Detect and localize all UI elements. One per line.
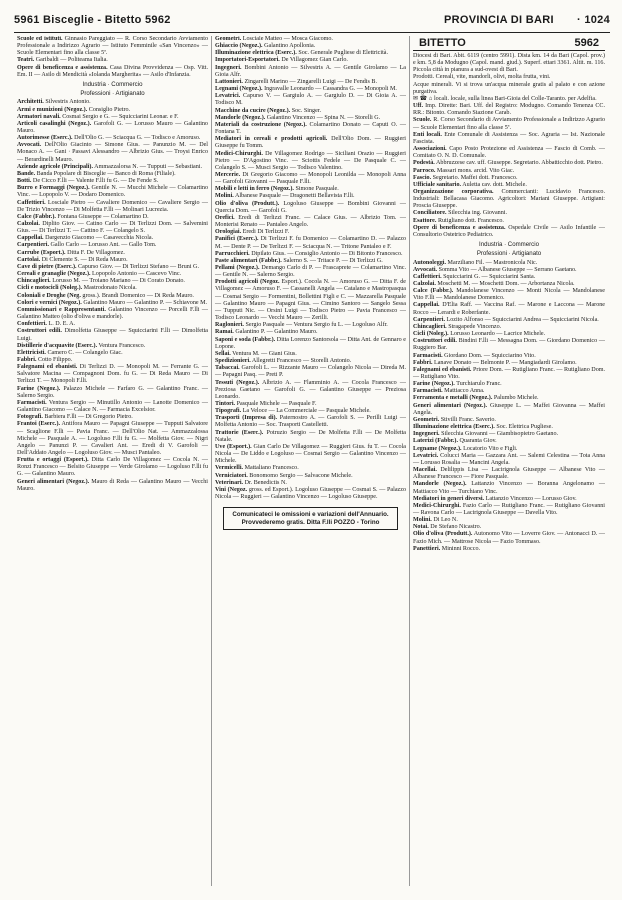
directory-entry: Farmacisti. Mattiacco Anna. [413, 388, 485, 395]
entry-category: Ramai. [215, 329, 234, 336]
directory-entry: Aziende agricole (Principali). Ammazzalorsa N. — Tupputi — Sebastiani. [17, 163, 203, 170]
entry-category: Geometri. [413, 416, 440, 423]
directory-entry: Trattorie (Eserc.). Potruzio Sergio — De Molfetta F.lli — De Molfetta Natale. [215, 429, 407, 443]
entry-category: Elettricisti. [17, 349, 46, 356]
town-code: 5962 [574, 37, 599, 49]
entry-category: Medici-Chirurghi. [413, 502, 461, 509]
entry-category: Fotografi. [17, 414, 43, 421]
entry-category: Mediatori in generi diversi. [413, 495, 485, 502]
directory-entry: Colori e vernici (Negoz.). Galantino Mauro — Galantino P. — Schiavone M. [17, 299, 208, 306]
directory-entry: Scuole ed istituti. Ginnasio Pareggiato — R. Corso Secondario Avviamento Professionale a Indirizzo Agrario — Istituto Femminile «San Vincenzo» — Scuole Elementari fino alla classe 5ª. [17, 36, 208, 57]
directory-entry: Calce (Fabbr.). Mandolanese Vincenzo — Monti Nicola — Mandolanese Vito F.lli — Mandolanese Domenico. [413, 288, 605, 302]
directory-entry: Elettricisti. Camero C. — Colangelo Giac. [17, 349, 123, 356]
entry-category: Importatori-Esportatori. [215, 57, 280, 64]
directory-entry: Saponi e soda (Fabbr.). Ditta Lorenzo Santorsola — Ditta Ant. de Gennaro e Lopone. [215, 336, 406, 350]
entry-category: Frantoi (Eserc.). [17, 421, 61, 428]
entry-category: Levatrici. [413, 452, 439, 459]
entry-category: Teatri. [17, 57, 35, 64]
town-intro: Diocesi di Bari. Abit. 6119 (centro 5991). Dista km. 14 da Bari (Capol. prov.) e km. 5,8 da Modugno (Capol. mand. giud.). Superf. ettari 3361. Altit. m. 116. Piccola città in pianura a sud-ovest di Bari. [413, 53, 605, 74]
entry-category: Ufficiale sanitario. [413, 181, 462, 188]
entry-category: Carpentieri. [413, 316, 445, 323]
directory-entry: Ghiaccio (Negoz.). Galantino Apollonia. [215, 43, 316, 50]
directory-entry: Calce (Fabbr.). Fontana Giuseppe — Colamartino D. [17, 213, 149, 220]
entry-category: Enti locali. [413, 131, 442, 138]
entry-category: Levatrici. [215, 93, 241, 100]
directory-entry: Legname (Negoz.). Locatorio Vito e Figli. [413, 445, 518, 452]
entry-category: Orefici. [215, 214, 235, 221]
entry-category: Mobili e letti in ferro (Negoz.). [215, 186, 294, 193]
directory-entry: Medici-Chirurghi. Fazio Carlo — Rutigliano Franc. — Rutigliano Giovanni — Ravona Carlo — Lacirignola Giuseppe — Davella Vito. [413, 502, 605, 516]
entry-category: Panettieri. [413, 545, 441, 552]
directory-entry: Armi e munizioni (Negoz.). Consiglio Pietro. [17, 106, 131, 113]
directory-entry: Associazioni. Capo Posto Protezione ed Assistenza — Fascio di Comb. — Comitato O. N. D. Comunale. [413, 146, 605, 160]
directory-entry: Ingegneri. Bombini Antonio — Silvestris A. — Gentile Girolamo — La Gioia Alfr. [215, 64, 406, 78]
directory-entry: Esattore. Rutigliano dott. Francesco. [413, 217, 504, 224]
entry-category: Ghiaccio (Negoz.). [215, 43, 263, 50]
entry-category: Distillerie d'acquavite (Eserc.). [17, 342, 98, 349]
directory-entry: Ufficiale sanitario. Auletta cav. dott. Michele. [413, 181, 527, 188]
entry-category: Macchine da cucire (Negoz.). [215, 107, 291, 114]
entry-category: Scuole ed istituti. [17, 36, 63, 42]
entry-category: Mercerie. [215, 171, 241, 178]
entry-category: Paste alimentari (Fabbr.). [215, 257, 282, 264]
directory-entry: Cereali e granaglie (Negoz.). Lopopolo Antonio — Cascevo Vinc. [17, 271, 182, 278]
directory-entry: Podestà. Abbruzzese cav. uff. Giuseppe. Segretario. Abbatticchio dott. Pietro. [413, 160, 603, 167]
page-header [14, 14, 610, 33]
directory-entry: Orefici. Eredi di Terlizzi Franc. — Calace Gius. — Albrizio Tom. — Monterisi Renato — Pantaleo Angelo. [215, 214, 406, 229]
directory-entry: Architetti. Silvestris Antonio. [17, 99, 91, 106]
directory-entry: Frutta e ortaggi (Esport.). Ditta Carlo De Villagomez — Cocola N. — Ronzi Francesco — Belsito Giuseppe — Verde Girolamo — Logoluso F.lli fu G. — Galantino Mauro. [17, 457, 208, 478]
entry-category: Opere di beneficenza e assistenza. [413, 224, 506, 231]
entry-category: Autonoleggi. [413, 259, 447, 266]
directory-entry: Tabaccai. Garofoli L. — Rizzante Mauro — Colangelo Nicola — Direda M. — Papagni Pasq. — Preti P. [215, 365, 406, 379]
entry-category: Tipografi. [215, 408, 242, 415]
transport-text: locali. locale, sulla linea Bari-Gioia del Colle-Taranto. per Adelfia. [433, 95, 597, 102]
entry-category: Commissionari e Rappresentanti. [17, 306, 106, 313]
entry-category: Raglonieri. [215, 322, 244, 329]
entry-category: Armatori navali. [17, 113, 61, 120]
town-name: BITETTO [419, 37, 466, 49]
columns [14, 36, 610, 886]
directory-entry: Olio d'oliva (Produtt.). Logoluso Giuseppe — Bombini Giovanni — Quercia Dom. — Garofoli G. [215, 200, 407, 214]
entry-category: Vini (Negoz. [215, 486, 248, 493]
entry-category: Tessuti (Negoz.). [215, 379, 260, 386]
entry-category: Farine (Negoz.). [17, 385, 61, 392]
entry-category: Fabbri. [413, 359, 433, 366]
directory-entry: Avvocati. Dell'Olio Giacinto — Simone Gius. — Panunzio M. — Del Monaco A. — Gani · Passavi Alessandro — Albrizio Gius. — Troysi Enrico — Berardinelli Mauro. [17, 142, 208, 163]
directory-entry: Farine (Negoz.). Turchiarulo Franc. [413, 381, 502, 388]
directory-entry: Cappellai. Dargenzio Giacomo — Casavecchia Nicola. [17, 235, 154, 242]
directory-entry: Importatori-Esportatori. De Villagomez Gian Carlo. [215, 57, 348, 64]
directory-entry: Conciliatore. Silecchia ing. Giovanni. [413, 210, 507, 217]
directory-entry: Orologiai. Eredi Di Terlizzi F. [215, 229, 290, 236]
entry-category: Sellai. [215, 350, 231, 357]
directory-entry: Pellami (Negoz.). Demango Carlo di P. — Frascaprete — Colamartino Vinc. — Gentile N. — Salerno Sergio. [215, 265, 406, 279]
directory-entry: Trasporti (Impresa di). Paternostro A. — Garofoli S. — Perilli Luigi — Molfetta Antonio — Soc. Trasporti Castelletti. [215, 415, 406, 429]
entry-category: Cappellai. [413, 302, 440, 309]
directory-entry: Prodotti agricoli (Negoz. Esport.). Cocola N. — Amoruso G. — Ditta F. de Villagomez — Amoruso F. — Cassanelli Angela — Catalano e Mastropasqua — Cosmai Sergio — Formentini, Bollettini Figli e C. — Mazzarella Pasquale — Galantino Mauro — Papagni Gius. — Cimino Santoro — Sangelo Sessa — Tupputi Nic. — Orsini Luigi — Todisco Pietro — Pavia Francesco — Todisco Leonardo — Vecchi Mauro — Zerilli. [215, 279, 406, 322]
directory-entry: Vermicelli. Mattaliano Francesco. [215, 465, 299, 472]
directory-entry: Opere di beneficenza e assistenza. Casa Divina Provvidenza — Osp. Vitt. Em. II — Asilo di Mendicità «Iolanda Margherita» — Asilo d'Infanzia. [17, 64, 208, 78]
entry-category: Articoli casalinghi (Negoz.). [17, 120, 92, 127]
entry-category: Mandorle (Negoz.). [215, 114, 266, 121]
directory-entry: Falegnami ed ebanisti. Priore Dom. — Rutigliano Franc. — Rutigliano Dom. — Rutigliano Vito. [413, 366, 606, 381]
entry-category: Farine (Negoz.). [413, 381, 455, 388]
directory-entry: Mandorle (Negoz.). Galantino Vincenzo — Spina N. — Storelli G. [215, 114, 381, 121]
entry-category: Generi alimentari (Negoz.). [413, 402, 487, 409]
section-heading: Industria · Commercio [479, 241, 539, 249]
directory-entry: Materiali da costruzione (Negoz.). Colamartino Donato — Caputi O. — Fontana T. [215, 121, 406, 136]
entry-category: Cicli e motocicli (Noleg.). [17, 285, 83, 292]
entry-category: Confettieri. [17, 321, 47, 328]
directory-entry: Illuminazione elettrica (Eserc.). Soc. Generale Pugliese di Elettricità. [215, 50, 389, 57]
entry-category: Generi alimentari (Negoz.). [17, 478, 90, 485]
directory-entry: Panettieri. Mininni Rocco. [413, 545, 481, 552]
entry-category: Olio d'oliva (Produtt.). [413, 531, 473, 538]
entry-category: Tintori. [215, 400, 236, 407]
directory-entry: Parroco. Massari mons. arcid. Vito Giac. [413, 167, 515, 174]
directory-entry: Lattonieri. Zingarelli Marino — Zingarelli Luigi — De Fendis B. [215, 78, 377, 85]
directory-entry: Mediatori in generi diversi. Lattanzio Vincenzo — Lorusso Giov. [413, 495, 577, 502]
directory-entry: Enti locali. Ente Comunale di Assistenza — Soc. Agraria — Ist. Nazionale Fascista. [413, 131, 606, 145]
entry-category: Vermicelli. [215, 465, 244, 472]
directory-entry: Articoli casalinghi (Negoz.). Garofoli G. — Lorusso Mauro — Galantino Mauro. [17, 120, 208, 134]
directory-entry: Bande. Banda Popolare di Bisceglie — Banco di Roma (Filiale). [17, 170, 176, 177]
directory-entry: Raglonieri. Sergio Pasquale — Ventura Sergio fu L. — Logoluso Alfr. [215, 322, 388, 329]
section-heading: Professioni · Artigianato [476, 250, 542, 258]
entry-category: Parroco. [413, 167, 436, 174]
directory-entry: Carpentieri. Lozito Alfonso — Squicciarini Andrea — Squicciarini Nicola. [413, 316, 599, 323]
entry-category: Verniciatori. [215, 472, 248, 479]
entry-category: Farmacisti. [413, 352, 443, 359]
entry-category: Saponi e soda (Fabbr.). [215, 336, 276, 343]
section-heading: Professioni · Artigianato [80, 90, 145, 98]
entry-category: Legname (Negoz.). [413, 445, 462, 452]
directory-entry: Scuole. R. Corso Secondario di Avviamento Professionale a Indirizzo Agrario — Scuole Elementari fino alla classe 5ª. [413, 117, 605, 131]
entry-category: Colori e vernici (Negoz.). [17, 299, 82, 306]
entry-category: Notai. [413, 524, 429, 531]
entry-category: Geometri. [215, 36, 242, 42]
directory-page [14, 14, 610, 886]
entry-category: Chincaglieri. [413, 323, 447, 330]
header-left: 5961 Bisceglie - Bitetto 5962 [14, 14, 171, 26]
directory-entry: Caffettieri. Squicciarini G. — Squicciarini Santa. [413, 273, 536, 280]
entry-category: Chincaglieri. [17, 278, 51, 285]
directory-entry: Tintori. Pasquale Michele — Pasquale F. [215, 400, 317, 407]
entry-category: Bande. [17, 170, 36, 177]
directory-entry: Generi alimentari (Negoz.). Giuseppe L. — Maffei Giovanna — Maffei Angela. [413, 402, 605, 416]
entry-category: Medici-Chirurghi. [215, 150, 263, 157]
directory-entry: Coloniali e Droghe (Neg. gross.). Brandi Domenico — Di Reda Mauro. [17, 292, 194, 299]
entry-category: Organizzazione corporativa. [413, 189, 494, 196]
entry-category: Costruttori edili. [413, 338, 457, 345]
directory-entry: Olio d'oliva (Produtt.). Autonomo Vito — Loverre Giov. — Antonacci D. — Fazio Mich. — Mattrose Nicola — Fazio Tommaso. [413, 531, 605, 545]
entry-category: Parrucchieri. [215, 250, 250, 257]
entry-category: Panifici (Eserc.). [215, 236, 259, 243]
entry-category: Calce (Fabbr.). [413, 288, 454, 295]
entry-category: Farmacisti. [17, 399, 47, 406]
directory-entry: Notai. De Stefano Nicastro. [413, 524, 482, 531]
directory-entry: Farine (Negoz.). Palazzo Michele — Farfaro G. — Galantino Franc. — Salerno Sergio. [17, 385, 208, 399]
directory-entry: Avvocati. Somma Vito — Albanese Giuseppe — Serrano Gaetano. [413, 266, 577, 273]
directory-entry: Fascio. Segretario. Maffei dott. Francesco. [413, 174, 518, 181]
entry-category: Molini. [413, 517, 432, 524]
column-1 [14, 36, 212, 886]
publisher-notice-box: Comunicateci le omissioni e variazioni dell'Annuario. Provvederemo gratis. Ditta F.lli POZZO - Torino [223, 507, 398, 530]
entry-category: Coloniali e Droghe (Neg. [17, 292, 81, 299]
directory-entry: Ingegneri. Silecchia Giovanni — Giambisopietro Gaetano. [413, 431, 559, 438]
directory-entry: Botti. De Cicco F.lli — Valente F.lli fu G. — De Fende S. [17, 178, 159, 185]
entry-category: Illuminazione elettrica (Eserc.). [413, 424, 495, 431]
directory-entry: Spedizionieri. Allegretti Francesco — Storelli Antonio. [215, 358, 352, 365]
directory-entry: Armatori navali. Cosmai Sergio e G. — Squicciarini Leonar. e F. [17, 113, 179, 120]
directory-entry: Geometri. Stivilli Franc. Saverio. [413, 416, 496, 423]
directory-entry: Levatrici. Colucci Maria — Gazzara Ant. — Salemi Celestina — Tota Anna — Lorusso Rosalia — Mancini Angela. [413, 452, 605, 466]
entry-category: Cartolai. [17, 256, 41, 263]
directory-entry: Carpentieri. Gallo Carlo — Lorusso Ant. — Gallo Tom. [17, 242, 157, 249]
town-mineral-water: Acque minerali. Vi si trova un'acqua minerale gratis al palato e con azione purgativa. [413, 81, 605, 95]
directory-entry: Caffettieri. Losciale Pietro — Cavaliere Domenico — Cavaliere Sergio — De Trizio Vincenzo — Di Molfetta F.lli — Molinari Lucrezia. [17, 199, 208, 213]
entry-category: Podestà. [413, 160, 435, 167]
town-products: Prodotti. Cereali, vite, mandorli, olivi, molta frutta, vini. [413, 74, 551, 81]
column-2 [212, 36, 410, 886]
entry-category: Macellai. [413, 467, 437, 474]
entry-category: Farmacisti. [413, 388, 443, 395]
directory-entry: Generi alimentari (Negoz.). Mauro di Reda — Galantino Mauro — Vecchi Mauro. [17, 478, 208, 492]
directory-entry: Mercerie. Di Gregorio Giacomo — Monopoli Leonilda — Monopoli Anna — Garofoli Giovanni — Pasquale F.lli. [215, 171, 406, 186]
column-3-entries [413, 103, 605, 553]
entry-category: Trasporti (Impresa di). [215, 415, 278, 422]
entry-category: Spedizionieri. [215, 358, 251, 365]
entry-category: Trattorie (Eserc.). [215, 429, 264, 436]
entry-category: Avvocati. [17, 142, 42, 149]
page-number: · 1024 [577, 14, 610, 26]
entry-category: Costruttori edili. [17, 328, 62, 335]
directory-entry: Cappellai. D'Elia Raff. — Vaccina Raf. — Marone e Laccona — Marone Rocco — Lerardi e Roberfante. [413, 302, 605, 316]
entry-category: Illuminazione elettrica (Eserc.). [215, 50, 297, 57]
entry-category: Falegnami ed ebanisti. [413, 366, 472, 373]
directory-entry: Cicli e motocicli (Noleg.). Mastrodonato Nicola. [17, 285, 137, 292]
directory-entry: Chincaglieri. Stragapede Vincenzo. [413, 323, 502, 330]
directory-entry: Mobili e letti in ferro (Negoz.). Simone Pasquale. [215, 186, 339, 193]
directory-entry: Farmacisti. Ventura Sergio — Minutillo Antonio — Lanotte Domenico — Galantino Giacomo — Calace N. — Farmacia Excelsior. [17, 399, 208, 414]
entry-category: Associazioni. [413, 146, 447, 153]
directory-entry: Teatri. Garibaldi — Politeama Italia. [17, 57, 108, 64]
entry-category: Aziende agricole (Principali). [17, 163, 93, 170]
entry-category: Uve (Esport.). [215, 443, 252, 450]
section-heading: Industria · Commercio [82, 80, 143, 88]
entry-category: Pellami (Negoz.). [215, 265, 260, 271]
directory-entry: Mandorle (Negoz.). Lattanzio Vincenzo — Boranna Angelonamo — Mattiacco Vito — Turchiano Vinc. [413, 481, 605, 495]
post-telegraph-icon: ✉ ☎ ⌂ [413, 95, 434, 102]
section-title [413, 36, 605, 51]
entry-category: Tabaccai. [215, 365, 240, 372]
directory-entry: Sellai. Ventura M. — Giani Gius. [215, 350, 297, 357]
entry-category: Mediatori in cereali e prodotti agricoli. [215, 136, 328, 143]
directory-entry: Opere di beneficenza e assistenza. Ospedale Civile — Asilo Infantile — Consultorio Ostetrico Pediatrico. [413, 224, 606, 238]
entry-category: Burro e Formaggi (Negoz.). [17, 185, 90, 192]
directory-entry: Cartolai. Di Clemente S. — Di Reda Mauro. [17, 256, 128, 263]
entry-category: Falegnami ed ebanisti. [17, 364, 78, 371]
entry-category: Materiali da costruzione (Negoz.). [215, 121, 307, 128]
entry-category: Frutta e ortaggi (Esport.). [17, 457, 89, 464]
directory-entry: Paste alimentari (Fabbr.). Salerno S. — Tritace P. — Di Terlizzi G. [215, 257, 383, 264]
directory-entry: Fotografi. Barbiera F.lli — Di Gregorio Pietro. [17, 414, 133, 421]
directory-entry: Tipografi. La Veloce — La Commerciale — Pasquale Michele. [215, 408, 371, 415]
directory-entry: Farmacisti. Giordano Dom. — Squicciarino Vito. [413, 352, 536, 359]
entry-category: Esattore. [413, 217, 437, 224]
entry-category: Cappellai. [17, 235, 44, 242]
directory-entry: Laterizi (Fabbr.). Quaranta Giov. [413, 438, 497, 445]
directory-entry: Autonoleggi. Marziliano Fil. — Mastronicola Nic. [413, 259, 538, 266]
directory-entry: Veterinari. Dr. Benedictis N. [215, 479, 287, 486]
entry-category: Ingegneri. [215, 64, 242, 71]
directory-entry: Macellai. Delilippis Lisa — Lacirignola Giuseppe — Albanese Vito — Albanese Francesco — Fiore Pasquale. [413, 467, 605, 481]
entry-category: Molini. [215, 193, 234, 200]
directory-entry: Molini. Albanese Pasquale — Dragonetti Bellavista F.lli. [215, 193, 355, 200]
directory-entry: Confettieri. L. D. E. A. [17, 321, 76, 328]
entry-category: Carpentieri. [17, 242, 49, 249]
entry-category: Caffettieri. [17, 199, 46, 206]
entry-category: Botti. [17, 178, 32, 185]
entry-category: Calzolai. [17, 221, 40, 227]
entry-category: Olio d'oliva (Produtt.). [215, 200, 280, 207]
entry-category: Calzolai. [413, 280, 436, 287]
directory-entry: Ferramenta e metalli (Negoz.). Palumbo Michele. [413, 395, 539, 402]
entry-category: Armi e munizioni (Negoz.). [17, 106, 88, 113]
entry-category: Caffettieri. [413, 273, 442, 280]
entry-category: Legnami (Negoz.). [215, 86, 263, 93]
entry-category: Laterizi (Fabbr.). [413, 438, 458, 445]
directory-entry: Legnami (Negoz.). Ingravalle Leonardo — Cassandra G. — Monopoli M. [215, 86, 397, 93]
entry-category: Orologiai. [215, 229, 242, 236]
entry-category: Ferramenta e metalli (Negoz.). [413, 395, 493, 402]
entry-category: Architetti. [17, 99, 44, 106]
entry-category: Lattonieri. [215, 78, 243, 85]
directory-entry: Autorimesse (Eserc.). Dell'Olio G. — Sciacqua G. — Todisco e Amoruso. [17, 135, 201, 142]
entry-category: Fabbri. [17, 356, 37, 363]
entry-category: Opere di beneficenza e assistenza. [17, 64, 108, 71]
directory-entry: Uff. Imp. Dirette: Bari. Uff. del Registro: Modugno. Comando Tenenza CC. RR.: Bitonto. Comando Stazione Carab. [413, 103, 605, 117]
directory-entry: Tessuti (Negoz.). Albrizio A. — Flamminio A. — Cocola Francesco — Preziosa Gaetano — Garofoli G. — Galantino Giuseppe — Preziosa Leonardo. [215, 379, 406, 400]
directory-entry: Fabbri. Lanave Donato — Belmonte P. — Mangiadardi Girolamo. [413, 359, 577, 366]
header-right: PROVINCIA DI BARI [444, 14, 554, 26]
directory-entry: Costruttori edili. Dimolfetta Giuseppe — Squicciarini F.lli — Dimolfetta Luigi. [17, 328, 208, 342]
directory-entry: Panifici (Eserc.). Di Terlizzi F. fu Domenico — Colamartino D. — Palazzo M. — Dente P. — De Terlizzi F. — Sciacqua N. — Tritone Pantaleo e F. [215, 236, 406, 250]
entry-category: Calce (Fabbr.). [17, 213, 56, 220]
column-3 [410, 36, 608, 886]
entry-category: Uff. [413, 103, 423, 110]
entry-category: Fascio. [413, 174, 432, 181]
directory-entry: Levatrici. Capurso V. — Gargiulo A. — Gargiulo D. — Di Gioia A. — Todisco M. [215, 93, 406, 107]
directory-entry: Uve (Esport.). Gian Carlo De Villagomez — Ruggieri Gius. fu T. — Cocola Nicola — De Liddo e Logoluso — Cosmai Sergio — Galantino Vincenzo — Michele. [215, 443, 406, 465]
entry-category: Carrube (Esport.). [17, 249, 66, 256]
entry-category: Conciliatore. [413, 210, 447, 217]
directory-entry: Medici-Chirurghi. De Villagomez Rodrigo — Siciliani Orazio — Ruggieri Pietro — D'Agostino Vinc. — Sciottis Fedele — De Pasquale C. — Colangelo S. — Musci Sergio — Todisco Valentino. [215, 150, 406, 171]
directory-entry: Molini. Di Leo N. [413, 517, 458, 524]
entry-category: Ingegneri. [413, 431, 440, 438]
directory-entry: Distillerie d'acquavite (Eserc.). Ventura Francesco. [17, 342, 146, 349]
entry-category: Veterinari. [215, 479, 244, 486]
directory-entry: Ramai. Galantino P. — Galantino Mauro. [215, 329, 318, 336]
directory-entry: Organizzazione corporativa. Commercianti: Lucidavio Francesco. Industriali: Bellacasa Giacomo. Agricoltori: Mariani Giuseppe. Artigiani: Proscia Giuseppe. [413, 189, 605, 210]
entry-category: Cicli (Noleg.). [413, 331, 449, 338]
directory-entry: Calzolai. Moschetti M. — Moschetti Dom. — Arbortanza Nicola. [413, 280, 575, 287]
directory-entry: Vini (Negoz. gross. ed Esport.). Logoluso Giuseppe — Cosmai S. — Palazzo Nicola — Ruggieri — Galantino Vincenzo — Logoluso Giuseppe. [215, 486, 406, 500]
directory-entry: Parrucchieri. Dipilato Gius. — Consiglio Antonio — Di Bitonto Francesco. [215, 250, 403, 257]
entry-category: Cereali e granaglie (Negoz.). [17, 271, 91, 278]
directory-entry: Commissionari e Rappresentanti. Galantino Vincenzo — Porcelli F.lli — Galantino Matteo (olio d'oliva e mandorle). [17, 306, 208, 321]
entry-category: Cave di pietre (Eserc.). [17, 263, 77, 270]
entry-category: Prodotti agricoli (Negoz. [215, 279, 280, 286]
directory-entry: Calzolai. Diplito Giov. — Catino Carlo — Di Terlizzi Dom. — Salvemini Gius. — Di Terlizzi T. — Cattino F. — Colangelo S. [17, 221, 208, 235]
directory-entry: Carrube (Esport.). Ditta F. De Villagomez. [17, 249, 125, 256]
entry-category: Avvocati. [413, 266, 438, 273]
directory-entry: Costruttori edili. Bindini F.lli — Messagna Dom. — Giordano Domenico — Ruggiero Bar. [413, 338, 605, 352]
directory-entry: Chincaglieri. Lorusso M. — Troiano Mariano — Di Corato Donato. [17, 278, 185, 285]
directory-entry: Burro e Formaggi (Negoz.). Gentile N. — Mucchi Michele — Colamartino Vinc. — Lopopolo V. — Dodaro Domenico. [17, 185, 208, 199]
directory-entry: Macchine da cucire (Negoz.). Soc. Singer. [215, 107, 322, 114]
entry-category: Scuole. [413, 117, 432, 124]
directory-entry: Geometri. Losciale Matteo — Mosca Giacomo. [215, 36, 333, 42]
directory-entry: Fabbri. Cotto Filippo. [17, 356, 73, 363]
entry-category: Autorimesse (Eserc.). [17, 135, 73, 142]
directory-entry: Cave di pietre (Eserc.). Capurso Giov. — Di Terlizzi Stefano — Bruni G. [17, 263, 199, 270]
directory-entry: Frantoi (Eserc.). Antifora Mauro — Papagni Giuseppe — Tupputi Salvatore — Scaglione F.lli — Pavia Franc. — Dell'Olio Nat. — Ammazzalossa Michele — Pasquale A. — Logoluso F.lli fu G. — Molfetta Giov. — Nigri Angelo — Panunzi P. — Cavalieri Ant. — Eredi di V. Garofoli — Dell'Addato Angelo — Logoluso Giov. — Musci Pantaleo. [17, 421, 209, 456]
directory-entry: Mediatori in cereali e prodotti agricoli. Dell'Olio Dom. — Ruggieri Giuseppe fu Tomm. [215, 136, 406, 150]
directory-entry: Verniciatori. Bonomomo Sergio — Salvacone Michele. [215, 472, 353, 479]
directory-entry: Cicli (Noleg.). Lorusso Leonardo — Lacrice Michele. [413, 331, 546, 338]
entry-category: Mandorle (Negoz.). [413, 481, 467, 488]
directory-entry: Falegnami ed ebanisti. Di Terlizzi D. — Monopoli M. — Ferrante G. — Salvatore Macina — Compagnoni Dom. fu G. — Di Reda Mauro — Di Terlizzi T. — Monopoli F.lli. [17, 364, 208, 385]
directory-entry: Illuminazione elettrica (Eserc.). Soc. Elettrica Pugliese. [413, 424, 553, 431]
